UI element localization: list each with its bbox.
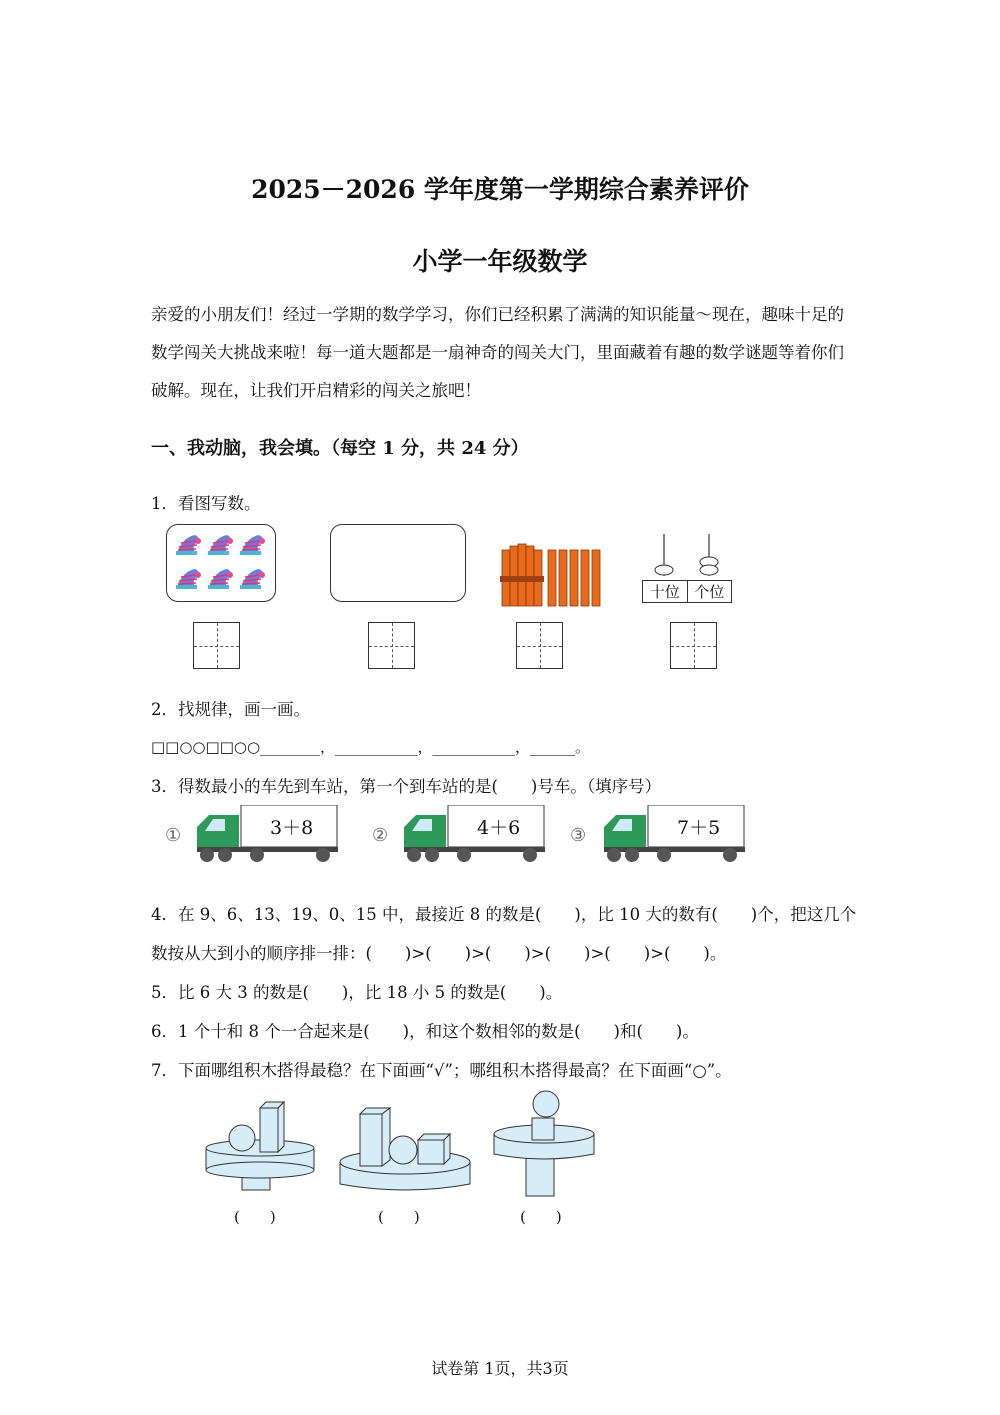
question-1: 1．看图写数。 <box>151 494 261 513</box>
abacus-rods <box>642 532 732 576</box>
empty-picture-box <box>330 524 466 602</box>
truck-number: ③ <box>570 825 587 846</box>
question-4-line-2: 数按从大到小的顺序排一排：( )>( )>( )>( )>( )>( )。 <box>151 944 727 963</box>
tens-label: 十位 <box>643 581 688 602</box>
truck-expression: 3＋8 <box>270 817 314 839</box>
ones-label: 个位 <box>694 583 725 601</box>
question-4-line-1: 4．在 9、6、13、19、0、15 中，最接近 8 的数是( )，比 10 大的数有( )个，把这几个 <box>151 905 857 924</box>
answer-grid-4[interactable] <box>670 622 717 669</box>
question-5: 5．比 6 大 3 的数是( )，比 18 小 5 的数是( )。 <box>151 983 563 1002</box>
sticks-picture <box>498 542 606 608</box>
answer-paren-3[interactable]: ( ) <box>520 1208 562 1226</box>
answer-grid-2[interactable] <box>368 622 415 669</box>
hats-picture <box>166 524 276 602</box>
hat-icons <box>167 525 274 600</box>
truck-icon <box>402 805 547 863</box>
truck-icon <box>195 805 340 863</box>
section-heading: 一、我动脑，我会填。（每空 1 分，共 24 分） <box>151 438 529 459</box>
truck-3 <box>570 805 750 865</box>
question-3: 3．得数最小的车先到车站，第一个到车站的是( )号车。（填序号） <box>151 777 662 796</box>
intro-paragraph: 亲爱的小朋友们！经过一学期的数学学习，你们已经积累了满满的知识能量～现在，趣味十足的数学闯关大挑战来啦！每一道大题都是一扇神奇的闯关大门，里面藏着有趣的数学谜题等着你们破解。现在，让我们开启精彩的闯关之旅吧！ <box>151 305 844 400</box>
block-group-3 <box>492 1088 596 1200</box>
answer-grid-1[interactable] <box>193 622 240 669</box>
truck-icon <box>602 805 747 863</box>
answer-grid-3[interactable] <box>516 622 563 669</box>
truck-expression: 7＋5 <box>677 817 721 839</box>
answer-paren-1[interactable]: ( ) <box>234 1208 276 1226</box>
truck-1 <box>165 805 345 865</box>
question-7: 7．下面哪组积木搭得最稳？在下面画“√”；哪组积木搭得最高？在下面画“○”。 <box>151 1061 732 1080</box>
question-2: 2．找规律，画一画。 <box>151 700 310 719</box>
question-6: 6．1 个十和 8 个一合起来是( )，和这个数相邻的数是( )和( )。 <box>151 1022 699 1041</box>
abacus <box>642 532 732 604</box>
block-group-2 <box>336 1100 476 1196</box>
pattern-line[interactable]: □□○○□□○○________，___________，___________，______。 <box>151 738 591 756</box>
truck-number: ① <box>165 825 182 846</box>
truck-number: ② <box>372 825 389 846</box>
answer-paren-2[interactable]: ( ) <box>378 1208 420 1226</box>
truck-2 <box>372 805 552 865</box>
page-title: 2025－2026 学年度第一学期综合素养评价 <box>251 175 749 204</box>
page-subtitle: 小学一年级数学 <box>412 247 588 276</box>
page-footer: 试卷第 1页，共3页 <box>431 1359 569 1378</box>
truck-expression: 4＋6 <box>477 817 521 839</box>
block-group-1 <box>200 1096 320 1196</box>
